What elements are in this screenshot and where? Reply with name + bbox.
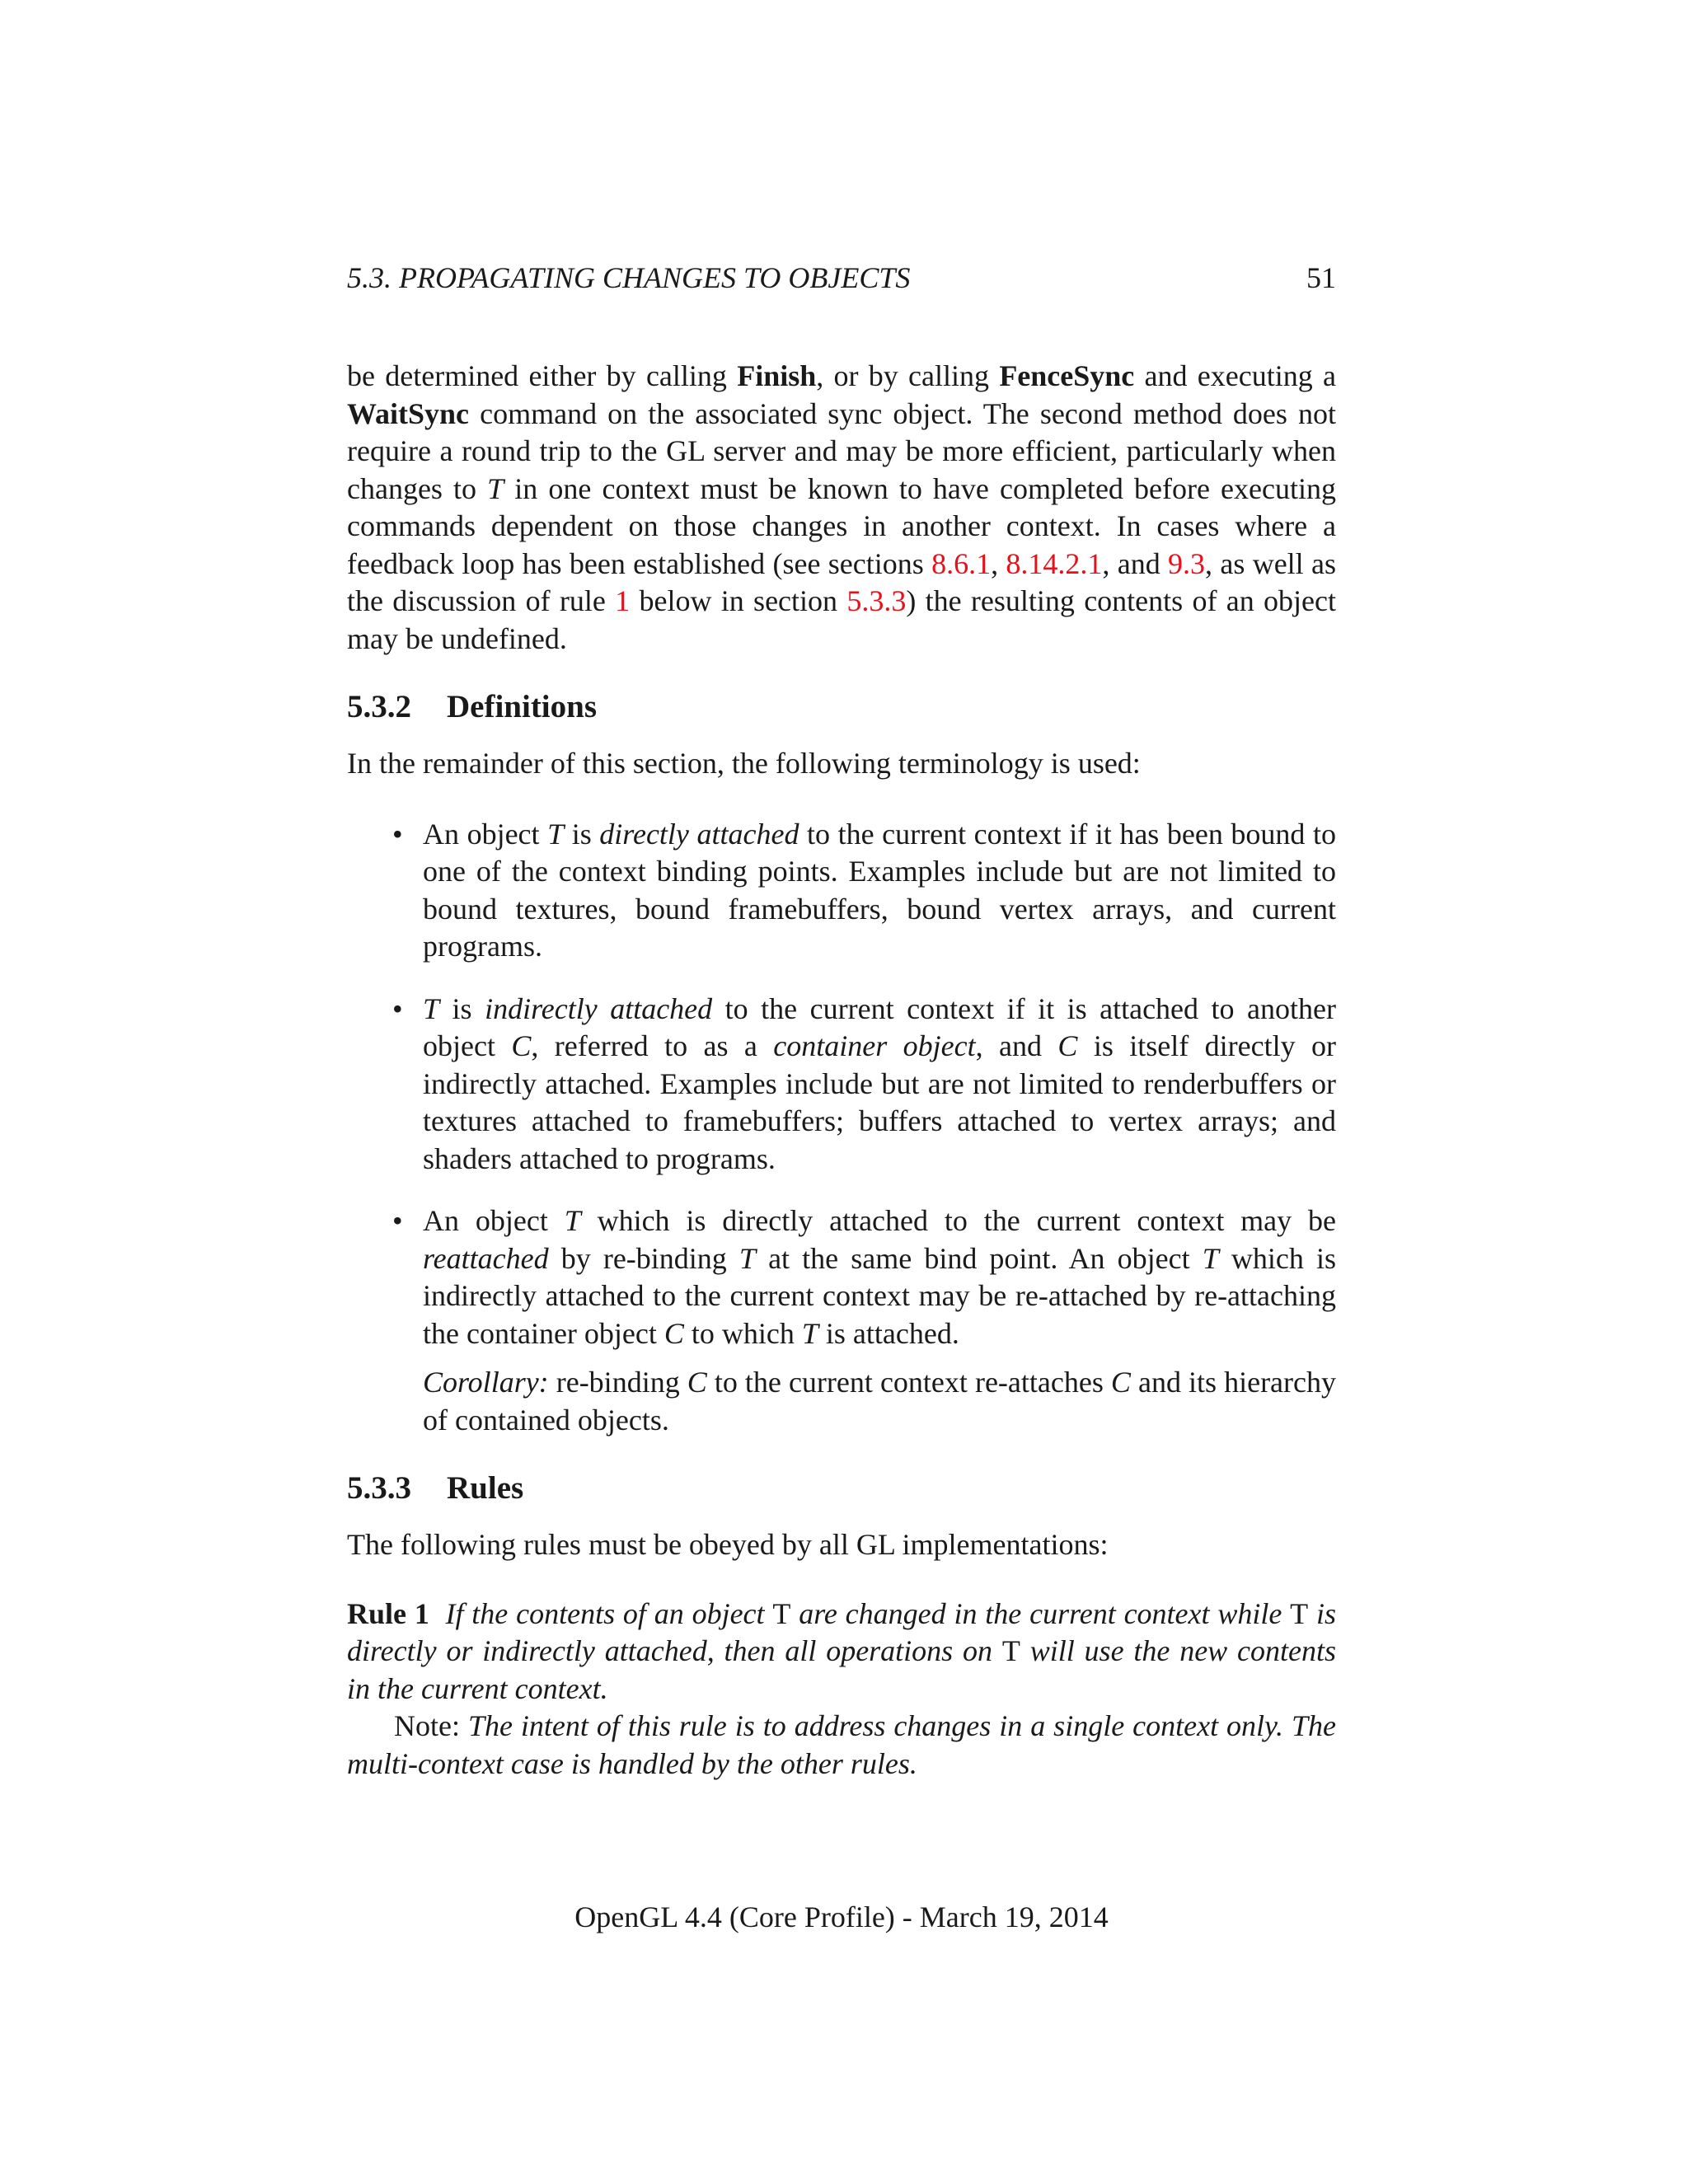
- page-footer: OpenGL 4.4 (Core Profile) - March 19, 2014: [574, 1900, 1109, 1933]
- page-number: 51: [1306, 261, 1336, 294]
- rule-1: Rule 1 If the contents of an object T are changed in the current context while T is directly or indirectly attached, then all operations on T will use the new contents in the current context.: [347, 1596, 1336, 1705]
- section-link-5-3-3[interactable]: 5.3.3: [846, 584, 907, 617]
- section-link-9-3[interactable]: 9.3: [1168, 546, 1206, 580]
- definitions-list: [347, 816, 1336, 1440]
- definitions-lead: In the remainder of this section, the following terminology is used:: [347, 747, 1141, 780]
- term-container-object: container object: [773, 1029, 976, 1062]
- term-reattached: reattached: [423, 1241, 549, 1275]
- section-link-8-6-1[interactable]: 8.6.1: [931, 546, 992, 580]
- term-directly-attached: directly attached: [599, 817, 799, 851]
- rules-lead: The following rules must be obeyed by all GL implementations:: [347, 1528, 1109, 1561]
- list-item: • An object T which is directly attached to the current context may be reattached by re-binding T at the same bind point. An object T which is indirectly attached to the current context may be re-attached by re-attaching the container object C to which T is attached. Corollary: re-binding C to the current context re-attaches C and its hierarchy of contained objects.: [423, 1202, 1336, 1439]
- list-item: • An object T is directly attached to the current context if it has been bound to one of the context binding points. Examples include but are not limited to bound textures, bound framebuffers, bound vertex arrays, and current programs.: [392, 817, 1336, 963]
- bullet-mark: •: [392, 817, 403, 851]
- bullet-mark: •: [392, 991, 403, 1025]
- rule-link-1[interactable]: 1: [615, 584, 631, 617]
- intro-paragraph: be determined either by calling Finish, or by calling FenceSync and executing a WaitSync command on the associated sync object. The second method does not require a round trip to the GL server and may be more efficient, particularly when changes to T in one context must be known to have completed before executing commands dependent on those changes in another context. In cases where a feedback loop has been established (see sections 8.6.1, 8.14.2.1, and 9.3, as well as the discussion of rule 1 below in section 5.3.3) the resulting contents of an object may be undefined.: [347, 359, 1337, 655]
- running-header: [347, 257, 1336, 298]
- list-item: • T is indirectly attached to the current context if it is attached to another object C, referred to as a container object, and C is itself directly or indirectly attached. Examples include but are not limited to renderbuffers or textures attached to framebuffers; buffers attached to vertex arrays; and shaders attached to programs.: [392, 991, 1336, 1175]
- page-body: [347, 358, 1336, 1783]
- rule-1-label: Rule 1: [347, 1596, 429, 1630]
- rule-note: Note: The intent of this rule is to address changes in a single context only. The multi-context case is handled by the other rules.: [347, 1709, 1336, 1780]
- section-heading-rules: 5.3.3 Rules: [347, 1470, 524, 1506]
- term-indirectly-attached: indirectly attached: [485, 991, 713, 1025]
- running-header-section: 5.3. PROPAGATING CHANGES TO OBJECTS: [347, 261, 911, 294]
- command-waitsync: WaitSync: [347, 396, 470, 430]
- corollary-note: Corollary: re-binding C to the current context re-attaches C and its hierarchy of contained objects.: [423, 1366, 1337, 1436]
- bullet-mark: •: [392, 1204, 403, 1237]
- section-heading-definitions: 5.3.2 Definitions: [347, 689, 598, 724]
- section-link-8-14-2-1[interactable]: 8.14.2.1: [1006, 546, 1103, 580]
- command-finish: Finish: [737, 359, 817, 392]
- command-fencesync: FenceSync: [999, 359, 1135, 392]
